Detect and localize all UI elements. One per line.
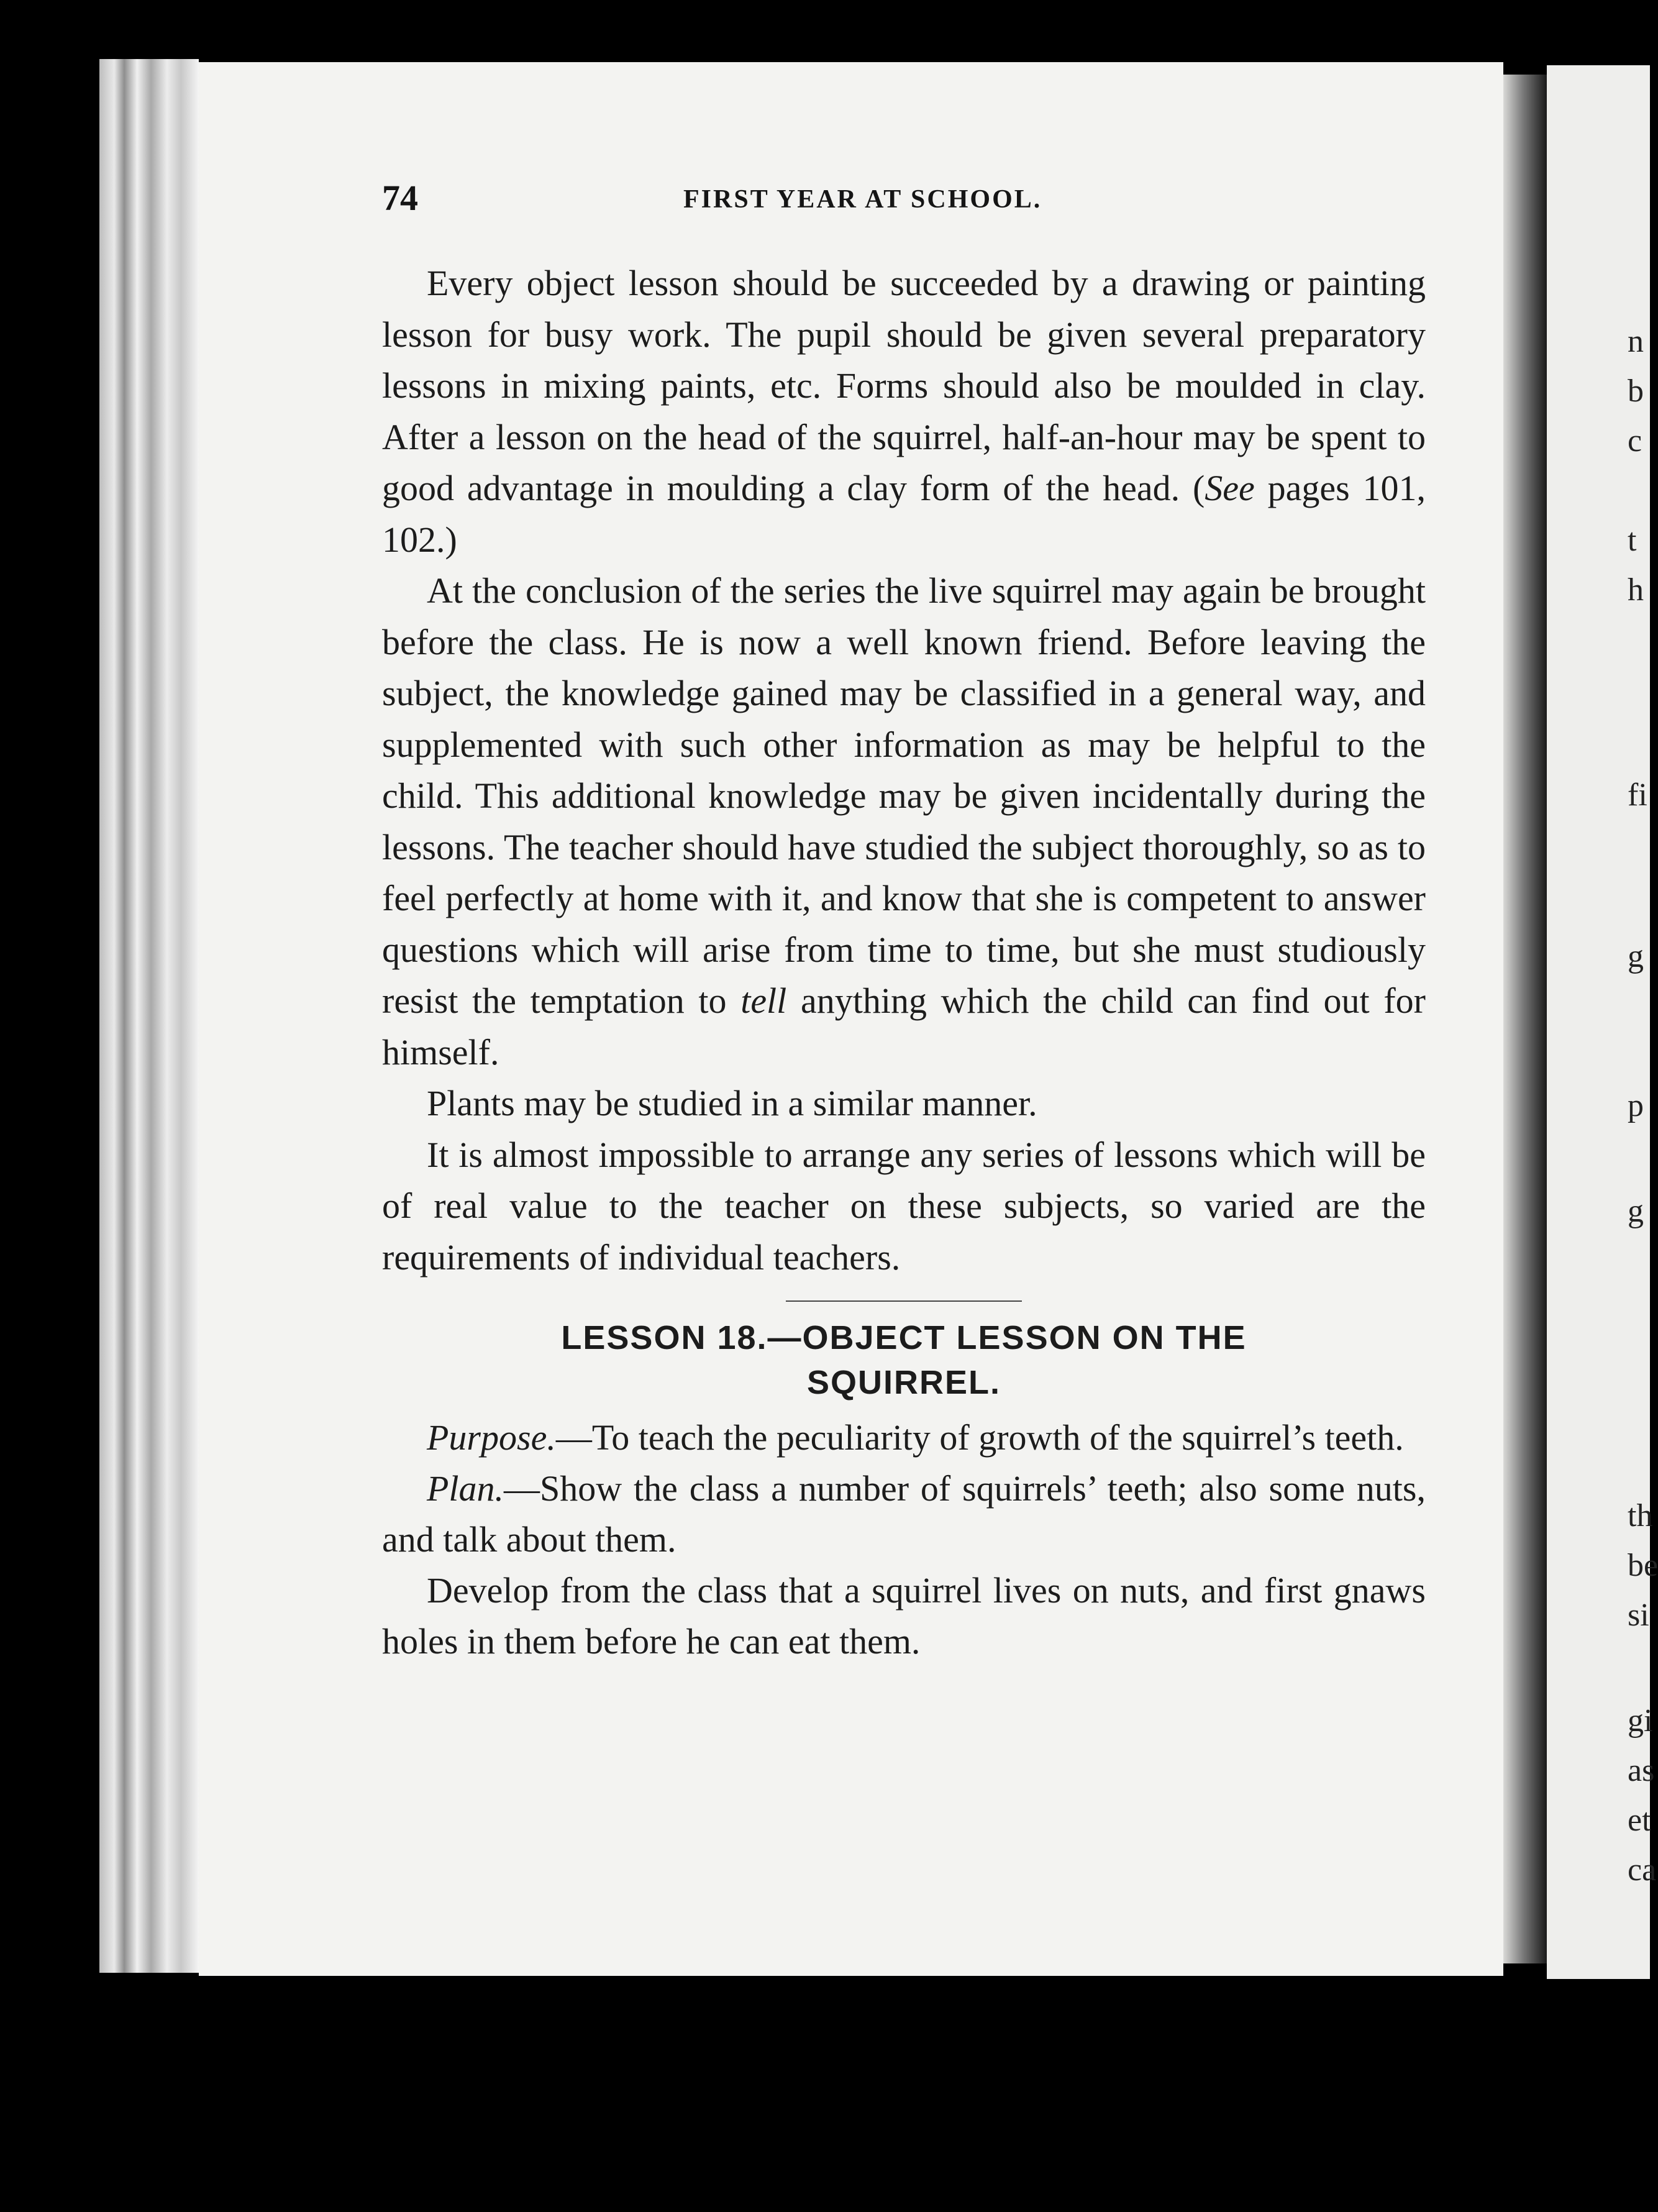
fragment: be: [1628, 1548, 1658, 1583]
develop-paragraph: Develop from the class that a squirrel lives on nuts, and first gnaws holes in them before he can eat them.: [382, 1570, 1426, 1661]
lesson-body: [382, 1412, 1426, 1667]
italic-text: tell: [740, 980, 787, 1021]
fragment: p: [1628, 1088, 1644, 1123]
paragraph: [382, 565, 1426, 1078]
lesson-heading-line: LESSON 18.—OBJECT LESSON ON THE: [561, 1319, 1247, 1356]
paragraph-text: Every object lesson should be succeeded by a drawing or painting lesson for busy work. The pupil should be given several preparatory lessons in mixing paints, etc. Forms should also be moulded in clay. After a lesson on the head of the squirrel, half-an-hour may be spent to good advantage in moulding a clay form of the head. (: [382, 263, 1426, 508]
fragment: n: [1628, 324, 1644, 359]
plan-paragraph: [382, 1463, 1426, 1565]
fragment: gi: [1628, 1703, 1653, 1739]
purpose-paragraph: [382, 1412, 1426, 1463]
fragment: g: [1628, 1194, 1644, 1229]
paragraph-text: pages 101, 102.): [382, 468, 1426, 560]
fragment: t: [1628, 523, 1637, 558]
page-number: 74: [382, 178, 418, 218]
purpose-text: —To teach the peculiarity of growth of the squirrel’s teeth.: [555, 1417, 1404, 1458]
paragraph: It is almost impossible to arrange any series of lessons which will be of real value to the teacher on these subjects, so varied are the requirements of individual teachers.: [382, 1134, 1426, 1277]
page-body: [382, 258, 1426, 1667]
paragraph: Plants may be studied in a similar manner.: [427, 1083, 1037, 1123]
fragment: fi: [1628, 777, 1647, 813]
page-gutter: [1503, 75, 1547, 1963]
running-title: FIRST YEAR AT SCHOOL.: [683, 185, 1042, 214]
italic-text: See: [1205, 468, 1255, 508]
paragraph-text: At the conclusion of the series the live squirrel may again be brought before the class. He is now a well known friend. Before leaving the subject, the knowledge gained may be classified in a general way, and supplemented with such other information as may be helpful to the child. This additional knowledge may be given incidentally during the lessons. The teacher should have studied the subject thoroughly, so as to feel perfectly at home with it, and know that she is competent to answer questions which will arise from time to time, but she must studiously resist the temptation to: [382, 570, 1426, 1021]
fragment: th: [1628, 1498, 1653, 1533]
fragment: ca: [1628, 1852, 1657, 1888]
paragraph: [382, 258, 1426, 565]
purpose-label: Purpose.: [427, 1417, 556, 1458]
fragment: g: [1628, 939, 1644, 974]
fragment: et: [1628, 1803, 1651, 1838]
plan-label: Plan.: [427, 1468, 504, 1509]
fragment: as: [1628, 1753, 1655, 1788]
fragment: h: [1628, 572, 1644, 608]
lesson-heading: [382, 1315, 1426, 1405]
section-divider: [786, 1300, 1022, 1302]
page-header: [382, 177, 1121, 227]
fragment: si: [1628, 1597, 1649, 1633]
plan-text: —Show the class a number of squirrels’ teeth; also some nuts, and talk about them.: [382, 1468, 1426, 1560]
fragment: c: [1628, 423, 1642, 459]
book-spine: [99, 59, 199, 1973]
fragment: b: [1628, 373, 1644, 409]
lesson-heading-line: SQUIRREL.: [806, 1364, 1001, 1401]
paragraph-text: anything which the child can find out for himself.: [382, 980, 1426, 1072]
